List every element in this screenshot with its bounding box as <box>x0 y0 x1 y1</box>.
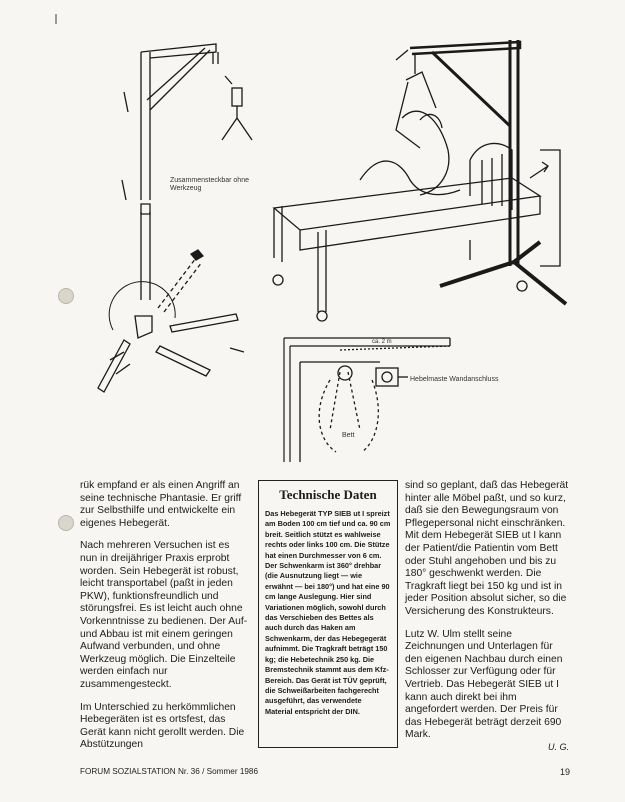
paragraph: sind so geplant, daß das Hebegerät hinter alle Möbel paßt, und so kurz, daß sie den Bewegungsraum von Pflegepersonal nicht einschränken. Mit dem Hebegerät SIEB ut I kann der Patient/die Patientin vom Bett oder Stuhl angehoben und bis zu 180° geschwenkt werden. Die Tragkraft liegt bei 150 kg und ist in jeder Position absolut sicher, so die Versicherung des Konstrukteurs. <box>405 480 569 617</box>
lift-parts-drawing <box>98 44 252 392</box>
technical-data-box <box>258 480 398 748</box>
text-column-right <box>405 480 570 752</box>
footer-publication: FORUM SOZIALSTATION Nr. 36 / Sommer 1986 <box>80 767 259 776</box>
page-number: 19 <box>560 767 571 777</box>
punch-hole <box>58 515 74 531</box>
caption-plan: Hebelmaste Wandanschluss <box>410 376 499 383</box>
author-signature: U. G. <box>548 742 570 752</box>
caption-scale: ca. 2 m <box>372 339 392 345</box>
caption-assembly: Zusammensteckbar ohne Werkzeug <box>170 177 249 192</box>
bed-with-lift-drawing <box>273 40 566 321</box>
floor-plan-drawing <box>284 338 450 462</box>
box-title: Technische Daten <box>279 487 377 502</box>
paragraph: rük empfand er als einen Angriff an seine technische Phantasie. Er griff zur Selbsthilfe und entwickelte ein eigenes Hebegerät. <box>80 480 242 529</box>
text-column-left <box>80 480 248 762</box>
box-body: Das Hebegerät TYP SIEB ut I spreizt am Boden 100 cm tief und ca. 90 cm breit. Seitlich stützt es wahlweise rechts oder links 100 cm. Die Stütze hat einen Durchmesser von 6 cm. Der Schwenkarm ist 360° drehbar (die Ausnutzung liegt — wie erwähnt — bei 180°) und hat eine 90 cm lange Auslegung. Hier sind Variationen möglich, sowohl durch das Verschieben des Bettes als auch durch das Haken am Schwenkarm, der das Hebegegerät aufnimmt. Die Tragkraft beträgt 150 kg; die Hebetechnik 250 kg. Die Bremstechnik stammt aus dem Kfz-Bereich. Das Gerät ist TÜV geprüft, die Schweißarbeiten fachgerecht ausgeführt, das verwendete Material entspricht der DIN. <box>265 509 391 716</box>
caption-bed: Bett <box>342 432 355 439</box>
paragraph: Im Unterschied zu herkömmlichen Hebegeräten ist es ortsfest, das Gerät kann nicht gerollt werden. Die Abstützungen <box>80 701 245 751</box>
paragraph: Nach mehreren Versuchen ist es nun in dreijähriger Praxis erprobt worden. Sein Hebegerät ist robust, leicht transportabel (paßt in jeden PKW), funktionsfreundlich und störungsfrei. Es ist leicht auch ohne Vorkenntnisse zu bedienen. Der Auf- und Abbau ist mit einem geringen Aufwand verbunden, und ohne Werkzeug möglich. Die Einzelteile werden einfach nur zusammengesteckt. <box>80 540 248 690</box>
paragraph: Lutz W. Ulm stellt seine Zeichnungen und Unterlagen für den eigenen Nachbau durch einen Schlosser zur Verfügung oder für Vertrieb. Das Hebegerät SIEB ut I kann auch direkt bei ihm angefordert werden. Der Preis für das Hebegerät beträgt derzeit 690 Mark. <box>405 628 563 741</box>
